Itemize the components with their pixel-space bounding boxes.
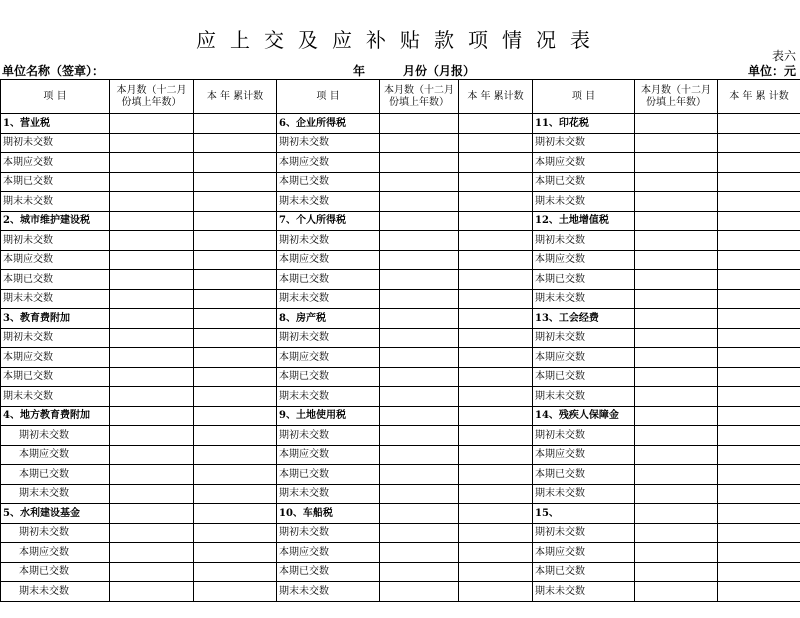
- sub-item-label: 本期已交数: [1, 270, 110, 290]
- value-cell[interactable]: [459, 484, 533, 504]
- value-cell[interactable]: [459, 543, 533, 563]
- value-cell[interactable]: [194, 562, 277, 582]
- value-cell[interactable]: [718, 133, 800, 153]
- value-cell[interactable]: [194, 582, 277, 602]
- value-cell[interactable]: [110, 523, 194, 543]
- value-cell[interactable]: [380, 231, 459, 251]
- tax-category-left: 1、营业税: [1, 114, 110, 134]
- sub-item-label: 期初未交数: [1, 328, 110, 348]
- value-cell[interactable]: [380, 172, 459, 192]
- value-cell[interactable]: [635, 270, 718, 290]
- value-cell[interactable]: [635, 504, 718, 524]
- table-row: [1, 114, 800, 134]
- tax-category-right: 12、土地增值税: [533, 211, 635, 231]
- page-title: 应上交及应补贴款项情况表: [196, 28, 604, 52]
- table-row: [1, 270, 800, 290]
- value-cell[interactable]: [718, 153, 800, 173]
- sub-item-label: 期末未交数: [1, 192, 110, 212]
- value-cell[interactable]: [194, 289, 277, 309]
- value-cell[interactable]: [718, 348, 800, 368]
- sub-item-label: 本期应交数: [533, 250, 635, 270]
- value-cell[interactable]: [635, 367, 718, 387]
- value-cell[interactable]: [194, 348, 277, 368]
- value-cell[interactable]: [194, 328, 277, 348]
- col-header-ytd: 本 年 累 计数: [718, 80, 800, 114]
- sub-item-label: 期末未交数: [277, 387, 380, 407]
- value-cell[interactable]: [110, 582, 194, 602]
- value-cell[interactable]: [459, 289, 533, 309]
- sub-item-label: 期末未交数: [277, 289, 380, 309]
- value-cell[interactable]: [718, 543, 800, 563]
- value-cell[interactable]: [194, 192, 277, 212]
- value-cell[interactable]: [635, 406, 718, 426]
- value-cell[interactable]: [635, 543, 718, 563]
- value-cell[interactable]: [380, 328, 459, 348]
- sub-item-label: 期初未交数: [277, 231, 380, 251]
- table-row: [1, 504, 800, 524]
- table-row: [1, 484, 800, 504]
- table-row: [1, 250, 800, 270]
- value-cell[interactable]: [635, 582, 718, 602]
- value-cell[interactable]: [110, 133, 194, 153]
- sub-item-label: 本期应交数: [533, 348, 635, 368]
- sub-item-label: 本期已交数: [277, 270, 380, 290]
- value-cell[interactable]: [718, 231, 800, 251]
- value-cell[interactable]: [380, 445, 459, 465]
- tax-category-right: 11、印花税: [533, 114, 635, 134]
- col-header-item: 项 目: [1, 80, 110, 114]
- value-cell[interactable]: [380, 133, 459, 153]
- value-cell[interactable]: [718, 289, 800, 309]
- value-cell[interactable]: [380, 153, 459, 173]
- sub-item-label: 期末未交数: [1, 484, 110, 504]
- value-cell[interactable]: [635, 153, 718, 173]
- table-row: [1, 289, 800, 309]
- value-cell[interactable]: [635, 309, 718, 329]
- value-cell[interactable]: [459, 192, 533, 212]
- value-cell[interactable]: [194, 523, 277, 543]
- sub-item-label: 本期已交数: [1, 367, 110, 387]
- sub-item-label: 本期应交数: [277, 348, 380, 368]
- value-cell[interactable]: [380, 582, 459, 602]
- value-cell[interactable]: [110, 172, 194, 192]
- value-cell[interactable]: [194, 172, 277, 192]
- table-row: [1, 543, 800, 563]
- value-cell[interactable]: [718, 328, 800, 348]
- sub-item-label: 本期已交数: [533, 172, 635, 192]
- value-cell[interactable]: [194, 114, 277, 134]
- table-row: [1, 328, 800, 348]
- value-cell[interactable]: [718, 387, 800, 407]
- value-cell[interactable]: [380, 289, 459, 309]
- report-subheader: [0, 62, 800, 78]
- value-cell[interactable]: [718, 484, 800, 504]
- tax-category-mid: 7、个人所得税: [277, 211, 380, 231]
- value-cell[interactable]: [380, 348, 459, 368]
- value-cell[interactable]: [194, 133, 277, 153]
- table-row: [1, 367, 800, 387]
- sub-item-label: 期末未交数: [277, 192, 380, 212]
- value-cell[interactable]: [380, 270, 459, 290]
- value-cell[interactable]: [718, 250, 800, 270]
- col-header-monthly: 本月数（十二月份填上年数）: [635, 80, 718, 114]
- value-cell[interactable]: [459, 250, 533, 270]
- value-cell[interactable]: [110, 270, 194, 290]
- sub-item-label: 期初未交数: [277, 523, 380, 543]
- value-cell[interactable]: [380, 367, 459, 387]
- value-cell[interactable]: [635, 211, 718, 231]
- value-cell[interactable]: [459, 133, 533, 153]
- tax-category-left: 4、地方教育费附加: [1, 406, 110, 426]
- value-cell[interactable]: [718, 445, 800, 465]
- value-cell[interactable]: [110, 153, 194, 173]
- sub-item-label: 本期已交数: [1, 465, 110, 485]
- sub-item-label: 本期应交数: [277, 250, 380, 270]
- value-cell[interactable]: [194, 211, 277, 231]
- value-cell[interactable]: [635, 562, 718, 582]
- value-cell[interactable]: [110, 367, 194, 387]
- sub-item-label: 本期已交数: [277, 465, 380, 485]
- value-cell[interactable]: [110, 348, 194, 368]
- value-cell[interactable]: [459, 231, 533, 251]
- value-cell[interactable]: [110, 484, 194, 504]
- sub-item-label: 期末未交数: [277, 582, 380, 602]
- table-row: [1, 348, 800, 368]
- value-cell[interactable]: [194, 445, 277, 465]
- value-cell[interactable]: [459, 270, 533, 290]
- value-cell[interactable]: [635, 231, 718, 251]
- year-label: 年: [353, 64, 366, 78]
- value-cell[interactable]: [718, 406, 800, 426]
- sub-item-label: 期末未交数: [533, 192, 635, 212]
- value-cell[interactable]: [635, 348, 718, 368]
- value-cell[interactable]: [194, 504, 277, 524]
- tax-summary-table: [0, 79, 800, 602]
- sub-item-label: 期末未交数: [533, 289, 635, 309]
- sub-item-label: 本期应交数: [1, 543, 110, 563]
- tax-category-mid: 10、车船税: [277, 504, 380, 524]
- value-cell[interactable]: [459, 153, 533, 173]
- value-cell[interactable]: [380, 504, 459, 524]
- value-cell[interactable]: [380, 543, 459, 563]
- value-cell[interactable]: [110, 504, 194, 524]
- value-cell[interactable]: [380, 406, 459, 426]
- table-row: [1, 582, 800, 602]
- value-cell[interactable]: [459, 367, 533, 387]
- value-cell[interactable]: [459, 582, 533, 602]
- sub-item-label: 本期应交数: [277, 445, 380, 465]
- value-cell[interactable]: [459, 328, 533, 348]
- sub-item-label: 本期应交数: [1, 153, 110, 173]
- value-cell[interactable]: [194, 231, 277, 251]
- value-cell[interactable]: [635, 484, 718, 504]
- sub-item-label: 本期应交数: [277, 153, 380, 173]
- value-cell[interactable]: [635, 387, 718, 407]
- value-cell[interactable]: [194, 387, 277, 407]
- value-cell[interactable]: [459, 504, 533, 524]
- table-header-row: [1, 80, 800, 114]
- table-row: [1, 445, 800, 465]
- sub-item-label: 本期已交数: [277, 562, 380, 582]
- value-cell[interactable]: [459, 406, 533, 426]
- value-cell[interactable]: [459, 445, 533, 465]
- value-cell[interactable]: [110, 406, 194, 426]
- table-row: [1, 192, 800, 212]
- value-cell[interactable]: [110, 328, 194, 348]
- value-cell[interactable]: [718, 192, 800, 212]
- tax-category-mid: 8、房产税: [277, 309, 380, 329]
- unit-name-label: 单位名称（签章）：: [2, 64, 105, 78]
- sub-item-label: 期初未交数: [277, 426, 380, 446]
- value-cell[interactable]: [110, 289, 194, 309]
- sub-item-label: 本期应交数: [1, 348, 110, 368]
- sub-item-label: 期末未交数: [1, 582, 110, 602]
- value-cell[interactable]: [635, 426, 718, 446]
- table-number: 表六: [771, 49, 796, 63]
- value-cell[interactable]: [110, 211, 194, 231]
- value-cell[interactable]: [718, 114, 800, 134]
- sub-item-label: 期末未交数: [533, 484, 635, 504]
- value-cell[interactable]: [380, 192, 459, 212]
- value-cell[interactable]: [459, 348, 533, 368]
- sub-item-label: 期初未交数: [533, 133, 635, 153]
- sub-item-label: 期初未交数: [533, 426, 635, 446]
- value-cell[interactable]: [718, 309, 800, 329]
- tax-category-right: 13、工会经费: [533, 309, 635, 329]
- value-cell[interactable]: [635, 523, 718, 543]
- sub-item-label: 期初未交数: [533, 523, 635, 543]
- col-header-ytd: 本 年 累计数: [194, 80, 277, 114]
- value-cell[interactable]: [718, 523, 800, 543]
- col-header-ytd: 本 年 累计数: [459, 80, 533, 114]
- value-cell[interactable]: [459, 562, 533, 582]
- value-cell[interactable]: [635, 172, 718, 192]
- value-cell[interactable]: [380, 562, 459, 582]
- sub-item-label: 期末未交数: [533, 387, 635, 407]
- value-cell[interactable]: [194, 406, 277, 426]
- sub-item-label: 本期已交数: [277, 367, 380, 387]
- sub-item-label: 本期应交数: [533, 153, 635, 173]
- value-cell[interactable]: [635, 250, 718, 270]
- value-cell[interactable]: [110, 309, 194, 329]
- tax-category-left: 5、水利建设基金: [1, 504, 110, 524]
- table-row: [1, 153, 800, 173]
- value-cell[interactable]: [380, 484, 459, 504]
- sub-item-label: 本期已交数: [277, 172, 380, 192]
- value-cell[interactable]: [194, 309, 277, 329]
- value-cell[interactable]: [718, 211, 800, 231]
- value-cell[interactable]: [459, 387, 533, 407]
- sub-item-label: 期初未交数: [533, 328, 635, 348]
- table-row: [1, 231, 800, 251]
- value-cell[interactable]: [380, 309, 459, 329]
- tax-category-left: 2、城市维护建设税: [1, 211, 110, 231]
- col-header-item: 项 目: [277, 80, 380, 114]
- value-cell[interactable]: [718, 172, 800, 192]
- sub-item-label: 期末未交数: [533, 582, 635, 602]
- table-row: [1, 465, 800, 485]
- value-cell[interactable]: [380, 211, 459, 231]
- sub-item-label: 本期已交数: [533, 270, 635, 290]
- value-cell[interactable]: [459, 114, 533, 134]
- sub-item-label: 本期已交数: [1, 172, 110, 192]
- sub-item-label: 本期已交数: [533, 562, 635, 582]
- table-row: [1, 523, 800, 543]
- value-cell[interactable]: [459, 309, 533, 329]
- value-cell[interactable]: [635, 465, 718, 485]
- tax-category-right: 15、: [533, 504, 635, 524]
- value-cell[interactable]: [459, 211, 533, 231]
- value-cell[interactable]: [718, 504, 800, 524]
- sub-item-label: 期初未交数: [1, 133, 110, 153]
- table-row: [1, 406, 800, 426]
- value-cell[interactable]: [635, 114, 718, 134]
- table-row: [1, 426, 800, 446]
- table-row: [1, 309, 800, 329]
- sub-item-label: 期初未交数: [1, 231, 110, 251]
- table-row: [1, 562, 800, 582]
- value-cell[interactable]: [380, 426, 459, 446]
- currency-unit-label: 单位：元: [747, 64, 796, 78]
- value-cell[interactable]: [194, 367, 277, 387]
- sub-item-label: 期末未交数: [1, 387, 110, 407]
- value-cell[interactable]: [110, 114, 194, 134]
- value-cell[interactable]: [459, 426, 533, 446]
- sub-item-label: 本期应交数: [277, 543, 380, 563]
- value-cell[interactable]: [110, 445, 194, 465]
- sub-item-label: 期初未交数: [533, 231, 635, 251]
- table-row: [1, 172, 800, 192]
- value-cell[interactable]: [194, 250, 277, 270]
- sub-item-label: 期末未交数: [277, 484, 380, 504]
- tax-category-mid: 9、土地使用税: [277, 406, 380, 426]
- value-cell[interactable]: [635, 328, 718, 348]
- value-cell[interactable]: [194, 270, 277, 290]
- sub-item-label: 期末未交数: [1, 289, 110, 309]
- value-cell[interactable]: [718, 582, 800, 602]
- col-header-monthly: 本月数（十二月份填上年数）: [110, 80, 194, 114]
- table-row: [1, 387, 800, 407]
- sub-item-label: 本期应交数: [1, 250, 110, 270]
- value-cell[interactable]: [635, 133, 718, 153]
- sub-item-label: 本期应交数: [1, 445, 110, 465]
- table-body: [1, 114, 800, 602]
- value-cell[interactable]: [380, 465, 459, 485]
- value-cell[interactable]: [459, 465, 533, 485]
- value-cell[interactable]: [110, 250, 194, 270]
- sub-item-label: 期初未交数: [1, 523, 110, 543]
- value-cell[interactable]: [380, 114, 459, 134]
- value-cell[interactable]: [635, 289, 718, 309]
- value-cell[interactable]: [380, 250, 459, 270]
- value-cell[interactable]: [194, 484, 277, 504]
- value-cell[interactable]: [110, 231, 194, 251]
- tax-category-mid: 6、企业所得税: [277, 114, 380, 134]
- sub-item-label: 本期已交数: [533, 465, 635, 485]
- sub-item-label: 本期应交数: [533, 543, 635, 563]
- value-cell[interactable]: [110, 387, 194, 407]
- value-cell[interactable]: [635, 192, 718, 212]
- value-cell[interactable]: [459, 172, 533, 192]
- value-cell[interactable]: [635, 445, 718, 465]
- sub-item-label: 期初未交数: [1, 426, 110, 446]
- tax-category-right: 14、残疾人保障金: [533, 406, 635, 426]
- tax-category-left: 3、教育费附加: [1, 309, 110, 329]
- value-cell[interactable]: [110, 192, 194, 212]
- value-cell[interactable]: [718, 270, 800, 290]
- value-cell[interactable]: [110, 465, 194, 485]
- value-cell[interactable]: [718, 367, 800, 387]
- value-cell[interactable]: [110, 562, 194, 582]
- value-cell[interactable]: [380, 523, 459, 543]
- sub-item-label: 期初未交数: [277, 328, 380, 348]
- value-cell[interactable]: [194, 543, 277, 563]
- sub-item-label: 本期已交数: [533, 367, 635, 387]
- sub-item-label: 本期应交数: [533, 445, 635, 465]
- value-cell[interactable]: [380, 387, 459, 407]
- table-row: [1, 133, 800, 153]
- value-cell[interactable]: [194, 465, 277, 485]
- value-cell[interactable]: [718, 465, 800, 485]
- table-row: [1, 211, 800, 231]
- value-cell[interactable]: [194, 153, 277, 173]
- value-cell[interactable]: [110, 426, 194, 446]
- sub-item-label: 期初未交数: [277, 133, 380, 153]
- sub-item-label: 本期已交数: [1, 562, 110, 582]
- value-cell[interactable]: [718, 426, 800, 446]
- month-label: 月份（月报）: [403, 64, 476, 78]
- col-header-item: 项 目: [533, 80, 635, 114]
- value-cell[interactable]: [194, 426, 277, 446]
- value-cell[interactable]: [718, 562, 800, 582]
- col-header-monthly: 本月数（十二月份填上年数）: [380, 80, 459, 114]
- value-cell[interactable]: [110, 543, 194, 563]
- value-cell[interactable]: [459, 523, 533, 543]
